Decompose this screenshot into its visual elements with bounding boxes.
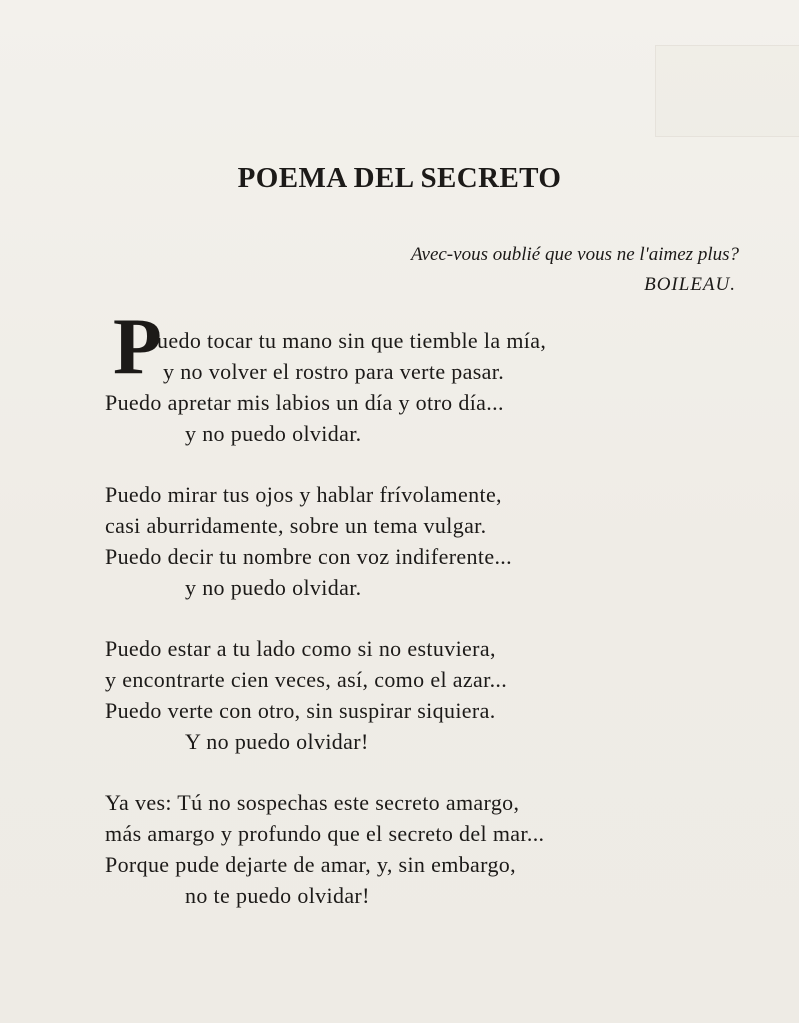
poem-line: y no volver el rostro para verte pasar. [163,359,505,384]
line-text: uedo tocar tu mano sin que tiemble la mía, [157,328,547,353]
epigraph [411,240,739,300]
stanza-1 [105,303,725,449]
poem-line: y encontrarte cien veces, así, como el azar... [105,667,508,692]
epigraph-author: BOILEAU. [644,274,736,295]
stanza-3 [105,633,725,757]
page-edge-shadow [655,45,799,137]
poem-line: más amargo y profundo que el secreto del mar... [105,821,545,846]
epigraph-quote: Avec-vous oublié que vous ne l'aimez plus? [410,244,739,265]
poem-body [105,303,725,941]
poem-line: casi aburridamente, sobre un tema vulgar. [105,513,487,538]
poem-line: Ya ves: Tú no sospechas este secreto amargo, [105,790,520,815]
poem-refrain: y no puedo olvidar. [185,575,362,600]
stanza-4 [105,787,725,911]
poem-line: Puedo estar a tu lado como si no estuviera, [105,636,496,661]
poem-line: Puedo decir tu nombre con voz indiferente... [105,544,512,569]
poem-line: Porque pude dejarte de amar, y, sin embargo, [105,852,517,877]
poem-refrain: Y no puedo olvidar! [185,729,369,754]
stanza-2 [105,479,725,603]
poem-refrain: no te puedo olvidar! [185,883,370,908]
poem-line: Puedo verte con otro, sin suspirar siquiera. [105,698,496,723]
poem-line: Puedo mirar tus ojos y hablar frívolamente, [105,482,502,507]
poem-title: POEMA DEL SECRETO [237,162,562,194]
poem-line: Puedo apretar mis labios un día y otro día... [105,390,504,415]
drop-cap: P [113,303,163,391]
poem-refrain: y no puedo olvidar. [185,421,362,446]
